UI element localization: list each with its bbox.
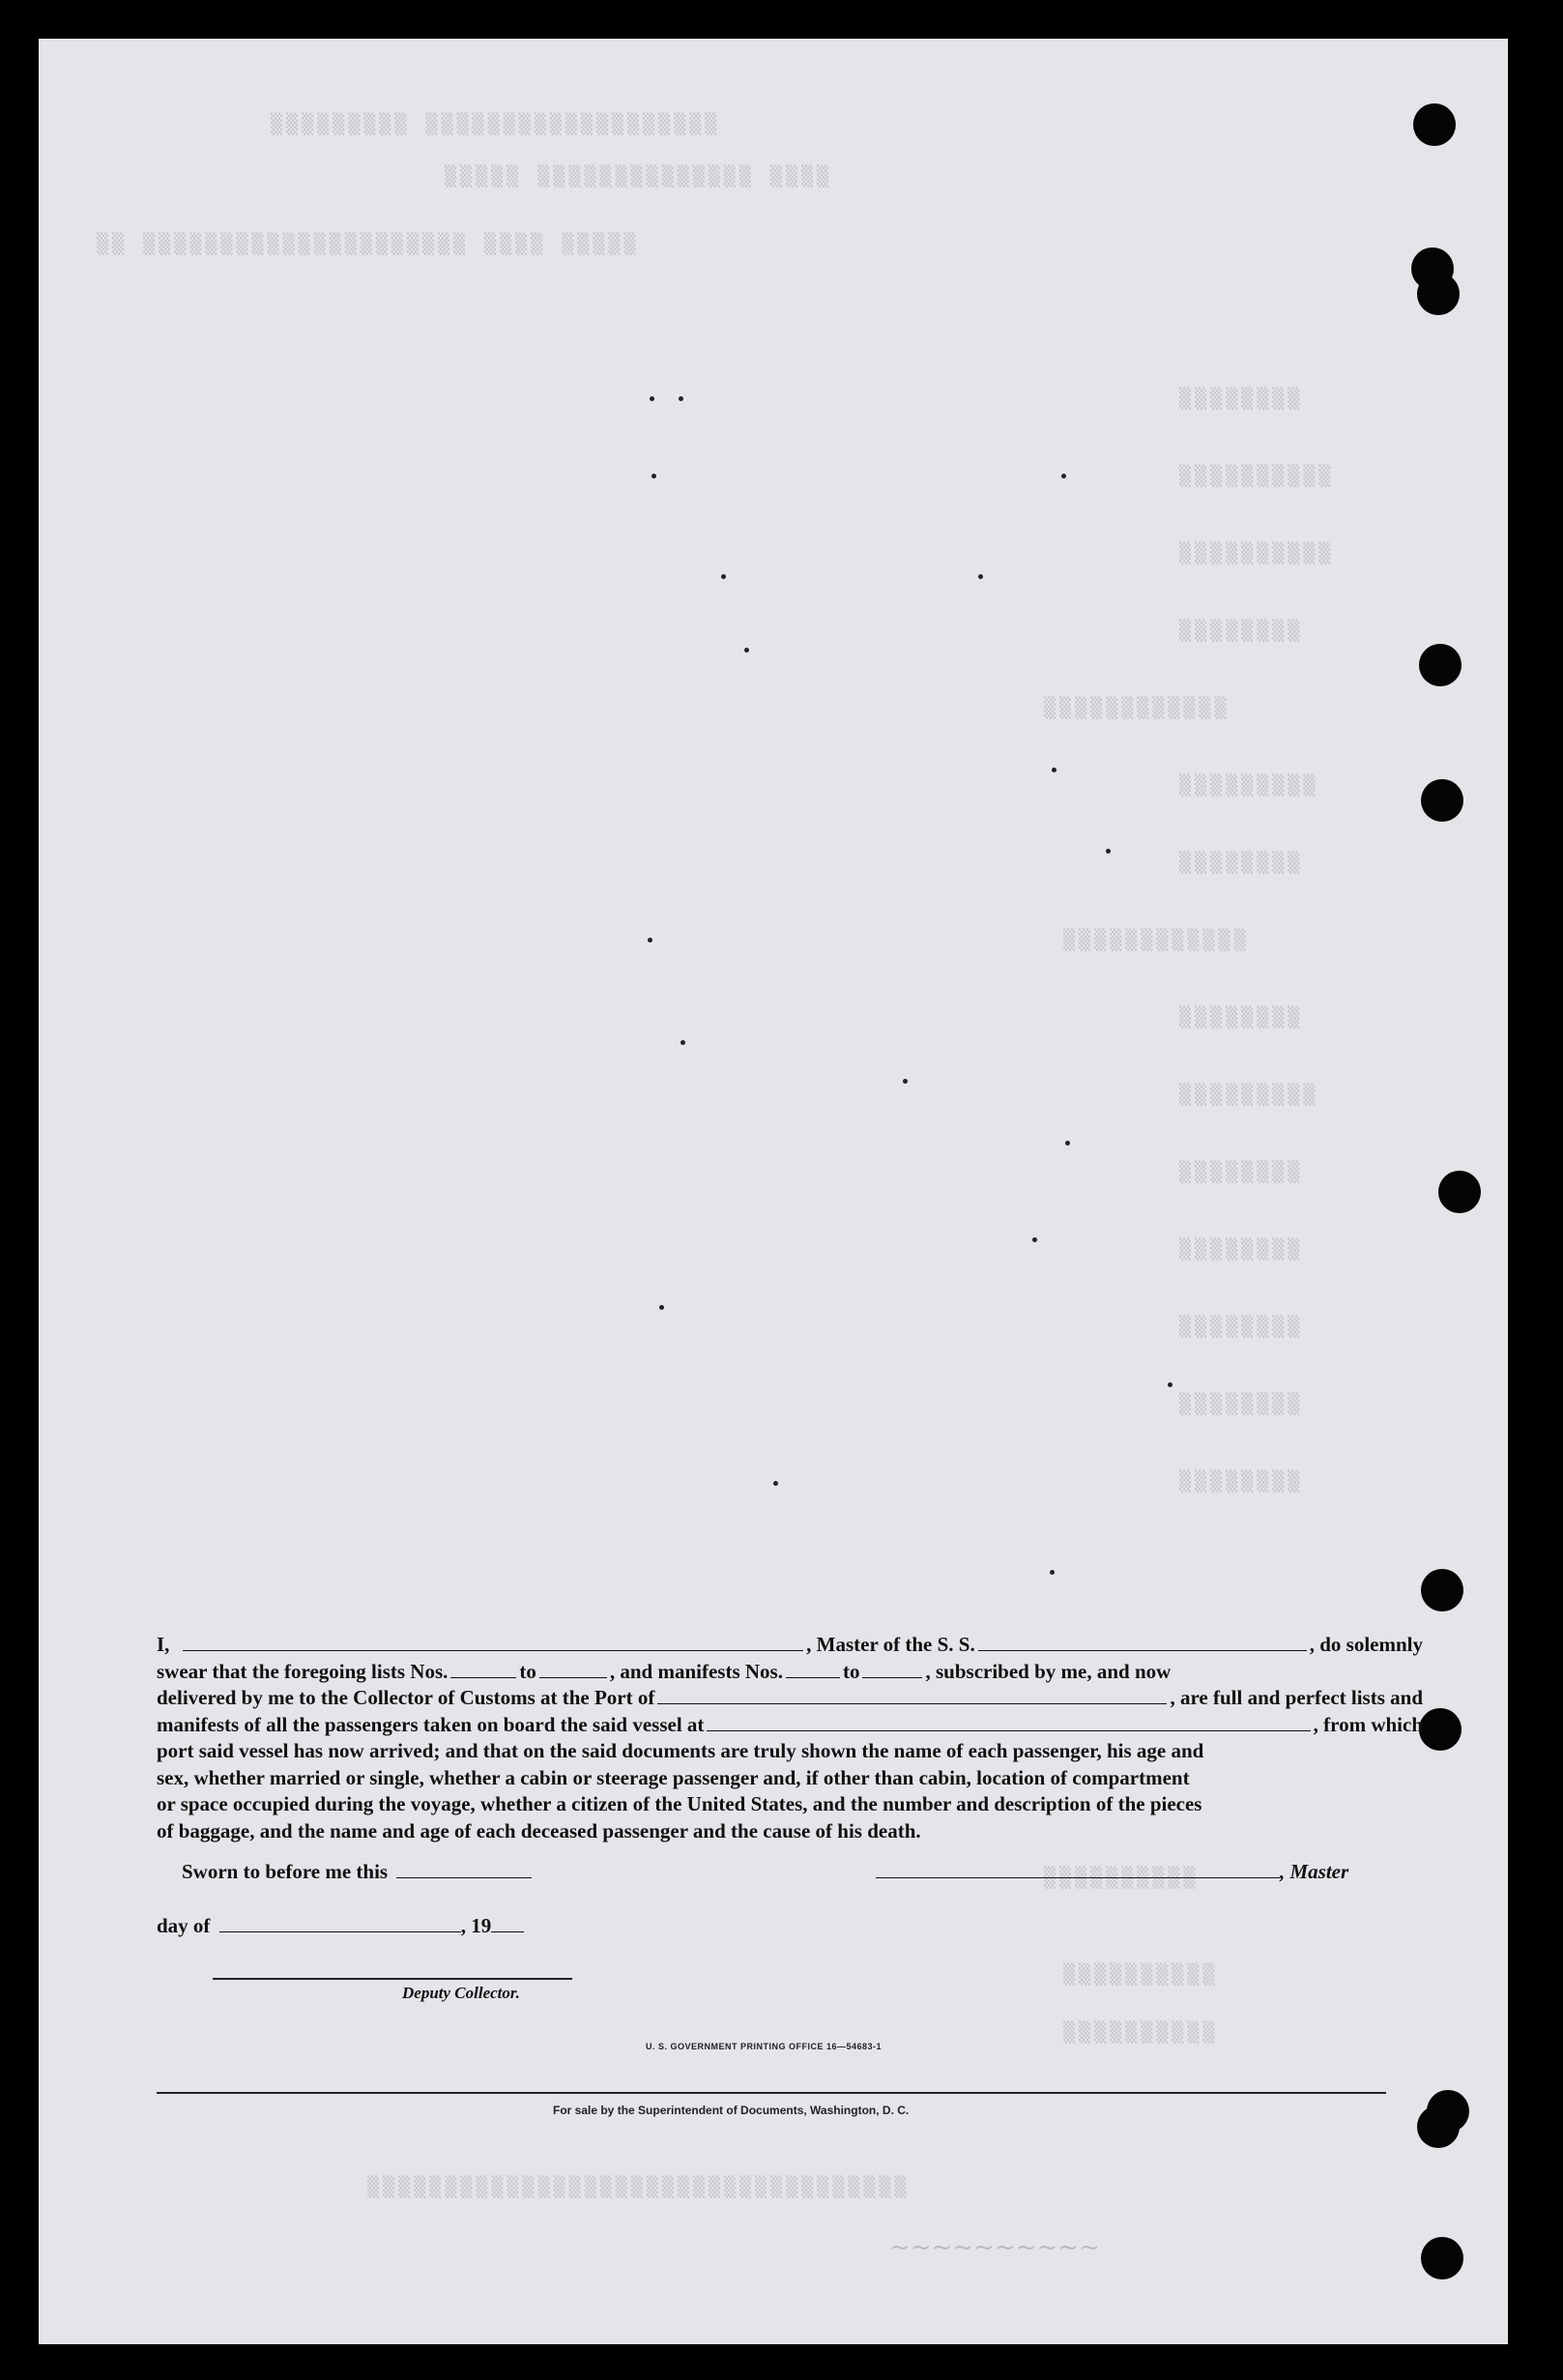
bleed-through-text: ▒▒▒▒▒▒▒▒▒▒ bbox=[1063, 2020, 1219, 2044]
ink-speck bbox=[744, 648, 749, 653]
bleed-through-text: ▒▒▒▒▒▒▒▒ bbox=[1179, 1469, 1304, 1493]
bleed-through-text: ▒▒▒▒▒▒▒▒▒▒ bbox=[1044, 1866, 1200, 1889]
sworn-label: Sworn to before me this bbox=[182, 1860, 389, 1883]
deputy-signature-rule bbox=[213, 1978, 572, 1980]
bleed-through-text: ▒▒▒▒▒▒▒▒▒▒▒▒ bbox=[1044, 696, 1230, 719]
oath-line-4 bbox=[157, 1712, 1423, 1739]
ink-speck bbox=[650, 396, 654, 401]
oath-text: , from which bbox=[1313, 1712, 1423, 1736]
printing-office-imprint: U. S. GOVERNMENT PRINTING OFFICE 16—54683-1 bbox=[646, 2042, 883, 2051]
master-label: , Master bbox=[1280, 1860, 1349, 1883]
binder-hole bbox=[1417, 273, 1460, 315]
footer-rule bbox=[157, 2092, 1386, 2094]
day-of-label: day of bbox=[157, 1914, 211, 1937]
oath-text: , Master of the S. S. bbox=[806, 1633, 975, 1656]
oath-line-3 bbox=[157, 1685, 1423, 1712]
bleed-through-text: ▒▒▒▒▒▒▒▒▒▒ bbox=[1179, 464, 1335, 487]
ink-speck bbox=[679, 396, 683, 401]
departure-port-field[interactable] bbox=[707, 1713, 1310, 1731]
sworn-line bbox=[182, 1860, 532, 1884]
binder-hole bbox=[1438, 1171, 1481, 1213]
binder-hole bbox=[1421, 1569, 1463, 1611]
oath-line-6: sex, whether married or single, whether a cabin or steerage passenger and, if other than cabin, location of compartment bbox=[157, 1765, 1190, 1789]
deputy-collector-label: Deputy Collector. bbox=[402, 1984, 520, 2002]
binder-hole bbox=[1417, 2105, 1460, 2148]
for-sale-imprint: For sale by the Superintendent of Documents, Washington, D. C. bbox=[553, 2104, 910, 2117]
ink-speck bbox=[903, 1079, 908, 1084]
oath-line-2 bbox=[157, 1659, 1423, 1686]
ink-speck bbox=[721, 574, 726, 579]
binder-hole bbox=[1419, 1708, 1462, 1751]
oath-text: , are full and perfect lists and bbox=[1170, 1686, 1423, 1709]
binder-hole bbox=[1419, 644, 1462, 686]
ink-speck bbox=[1106, 849, 1111, 854]
sworn-day-field[interactable] bbox=[396, 1860, 532, 1878]
manifests-to-field[interactable] bbox=[862, 1660, 922, 1678]
binder-hole bbox=[1421, 779, 1463, 822]
ink-speck bbox=[1050, 1570, 1055, 1575]
faint-handwriting: ~~~~~~~~~~ bbox=[889, 2233, 1100, 2262]
bleed-through-text: ▒▒▒▒▒▒▒▒ bbox=[1179, 1392, 1304, 1415]
bleed-through-text: ▒▒▒▒▒▒▒▒▒▒▒▒▒▒▒▒▒▒▒▒▒▒▒▒▒▒▒▒▒▒▒▒▒▒▒ bbox=[367, 2175, 911, 2198]
ink-speck bbox=[680, 1040, 685, 1045]
oath-text: , and manifests Nos. bbox=[609, 1659, 783, 1683]
ink-speck bbox=[978, 574, 983, 579]
ink-speck bbox=[648, 938, 652, 943]
oath-text: delivered by me to the Collector of Customs at the Port of bbox=[157, 1686, 655, 1709]
oath-line-1 bbox=[157, 1632, 1423, 1659]
lists-to-field[interactable] bbox=[539, 1660, 607, 1678]
oath-text: to bbox=[842, 1659, 860, 1683]
bleed-through-text: ▒▒▒▒▒ ▒▒▒▒▒▒▒▒▒▒▒▒▒▒ ▒▒▒▒ bbox=[445, 164, 833, 188]
bleed-through-text: ▒▒▒▒▒▒▒▒ bbox=[1179, 1237, 1304, 1261]
binder-hole bbox=[1413, 103, 1456, 146]
ink-speck bbox=[1168, 1382, 1172, 1387]
year-field[interactable] bbox=[491, 1914, 524, 1932]
bleed-through-text: ▒▒▒▒▒▒▒▒ bbox=[1179, 619, 1304, 642]
bleed-through-text: ▒▒▒▒▒▒▒▒ bbox=[1179, 1315, 1304, 1338]
bleed-through-text: ▒▒▒▒▒▒▒▒ bbox=[1179, 387, 1304, 410]
bleed-through-text: ▒▒ ▒▒▒▒▒▒▒▒▒▒▒▒▒▒▒▒▒▒▒▒▒ ▒▒▒▒ ▒▒▒▒▒ bbox=[97, 232, 640, 255]
oath-text: , subscribed by me, and now bbox=[925, 1659, 1172, 1683]
oath-text: I, bbox=[157, 1633, 170, 1656]
ink-speck bbox=[1065, 1141, 1070, 1146]
month-field[interactable] bbox=[219, 1914, 461, 1932]
manifests-from-field[interactable] bbox=[786, 1660, 840, 1678]
master-signature-field[interactable] bbox=[876, 1860, 1280, 1878]
lists-from-field[interactable] bbox=[450, 1660, 516, 1678]
oath-line-8: of baggage, and the name and age of each deceased passenger and the cause of his death. bbox=[157, 1818, 921, 1843]
document-page bbox=[39, 39, 1508, 2344]
bleed-through-text: ▒▒▒▒▒▒▒▒ bbox=[1179, 851, 1304, 874]
ink-speck bbox=[651, 474, 656, 479]
binder-hole bbox=[1421, 2237, 1463, 2279]
oath-text: , do solemnly bbox=[1309, 1633, 1423, 1656]
ship-name-field[interactable] bbox=[978, 1633, 1307, 1651]
bleed-through-text: ▒▒▒▒▒▒▒▒▒▒ bbox=[1179, 541, 1335, 565]
oath-text: manifests of all the passengers taken on board the said vessel at bbox=[157, 1712, 705, 1736]
ink-speck bbox=[659, 1305, 664, 1310]
year-label: , 19 bbox=[460, 1914, 492, 1937]
oath-text: swear that the foregoing lists Nos. bbox=[157, 1659, 449, 1683]
master-signature-line bbox=[876, 1860, 1348, 1884]
day-of-line bbox=[157, 1914, 524, 1938]
master-name-field[interactable] bbox=[183, 1633, 803, 1651]
bleed-through-text: ▒▒▒▒▒▒▒▒▒▒ bbox=[1063, 1962, 1219, 1986]
bleed-through-text: ▒▒▒▒▒▒▒▒▒▒▒▒ bbox=[1063, 928, 1250, 951]
oath-text: to bbox=[519, 1659, 536, 1683]
ink-speck bbox=[1032, 1237, 1037, 1242]
ink-speck bbox=[1061, 474, 1066, 479]
bleed-through-text: ▒▒▒▒▒▒▒▒▒ ▒▒▒▒▒▒▒▒▒▒▒▒▒▒▒▒▒▒▒ bbox=[271, 112, 721, 135]
bleed-through-text: ▒▒▒▒▒▒▒▒▒ bbox=[1179, 773, 1319, 797]
bleed-through-text: ▒▒▒▒▒▒▒▒▒ bbox=[1179, 1083, 1319, 1106]
ink-speck bbox=[1052, 768, 1056, 772]
oath-line-7: or space occupied during the voyage, whether a citizen of the United States, and the number and description of the pieces bbox=[157, 1792, 1202, 1815]
oath-paragraph bbox=[157, 1632, 1423, 1844]
bleed-through-text: ▒▒▒▒▒▒▒▒ bbox=[1179, 1160, 1304, 1183]
ink-speck bbox=[773, 1481, 778, 1486]
port-field[interactable] bbox=[657, 1686, 1167, 1704]
bleed-through-text: ▒▒▒▒▒▒▒▒ bbox=[1179, 1005, 1304, 1029]
oath-line-5: port said vessel has now arrived; and that on the said documents are truly shown the name of each passenger, his age and bbox=[157, 1739, 1204, 1762]
